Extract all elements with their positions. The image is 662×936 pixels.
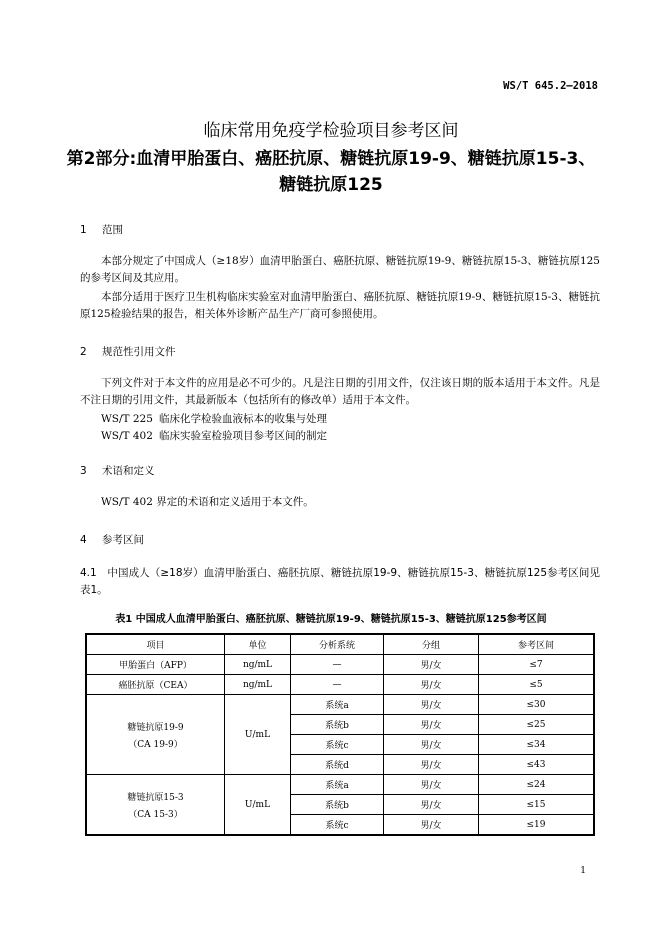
table-header-row: [86, 634, 594, 655]
cell-group: 男/女: [384, 695, 479, 715]
table-row: [86, 695, 594, 715]
cell-system: 系统c: [291, 815, 384, 836]
cell-group: 男/女: [384, 675, 479, 695]
header-item: 项目: [86, 634, 225, 655]
cell-group: 男/女: [384, 715, 479, 735]
table-row: [86, 675, 594, 695]
item-abbr: （CA 19-9）: [128, 739, 183, 750]
item-abbr: （CA 15-3）: [128, 809, 183, 820]
cell-range: ≤19: [479, 815, 595, 836]
reference-title: 临床化学检验血液标本的收集与处理: [159, 413, 327, 425]
section-number: 4: [80, 534, 87, 546]
cell-system: 系统d: [291, 755, 384, 775]
section-1-paragraph-2: 本部分适用于医疗卫生机构临床实验室对血清甲胎蛋白、癌胚抗原、糖链抗原19-9、糖链抗原15-3、糖链抗原125检验结果的报告，相关体外诊断产品生产厂商可参照使用。: [80, 291, 600, 320]
reference-title: 临床实验室检验项目参考区间的制定: [159, 430, 327, 442]
header-group: 分组: [384, 634, 479, 655]
cell-group: 男/女: [384, 775, 479, 795]
reference-interval-table: [85, 633, 595, 836]
clause-4-1: 4.1 中国成人（≥18岁）血清甲胎蛋白、癌胚抗原、糖链抗原19-9、糖链抗原15-3、糖链抗原125参考区间见表1。: [80, 567, 600, 596]
cell-item: [86, 775, 225, 836]
section-title: 规范性引用文件: [102, 346, 176, 358]
cell-unit: U/mL: [225, 775, 291, 836]
title-line-3: 糖链抗原125: [279, 175, 383, 195]
header-system: 分析系统: [291, 634, 384, 655]
cell-system: 系统c: [291, 735, 384, 755]
cell-group: 男/女: [384, 815, 479, 836]
cell-range: ≤34: [479, 735, 595, 755]
cell-system: 系统a: [291, 775, 384, 795]
page-number: 1: [580, 866, 586, 876]
cell-range: ≤24: [479, 775, 595, 795]
table-row: [86, 775, 594, 795]
cell-range: ≤43: [479, 755, 595, 775]
cell-range: ≤15: [479, 795, 595, 815]
reference-code: WS/T 402: [101, 430, 153, 442]
section-title: 范围: [102, 224, 123, 236]
reference-code: WS/T 225: [101, 413, 153, 425]
cell-item: [86, 695, 225, 775]
cell-unit: ng/mL: [225, 675, 291, 695]
header-range: 参考区间: [479, 634, 595, 655]
header-unit: 单位: [225, 634, 291, 655]
section-title: 术语和定义: [102, 465, 155, 477]
section-number: 1: [80, 224, 87, 236]
section-3-heading: [80, 463, 155, 478]
cell-group: 男/女: [384, 655, 479, 675]
section-1-heading: [80, 222, 123, 237]
cell-group: 男/女: [384, 755, 479, 775]
cell-item: 癌胚抗原（CEA）: [86, 675, 225, 695]
cell-unit: U/mL: [225, 695, 291, 775]
section-number: 2: [80, 346, 87, 358]
reference-item: [101, 411, 327, 426]
section-2-paragraph-1: 下列文件对于本文件的应用是必不可少的。凡是注日期的引用文件，仅注该日期的版本适用于本文件。凡是不注日期的引用文件，其最新版本（包括所有的修改单）适用于本文件。: [80, 377, 600, 406]
item-name: 糖链抗原19-9: [127, 722, 184, 733]
title-line-1: 临床常用免疫学检验项目参考区间: [203, 121, 459, 141]
section-4-heading: [80, 532, 144, 547]
table-caption: 表1 中国成人血清甲胎蛋白、癌胚抗原、糖链抗原19-9、糖链抗原15-3、糖链抗原125参考区间: [115, 614, 547, 625]
section-1-paragraph-1: 本部分规定了中国成人（≥18岁）血清甲胎蛋白、癌胚抗原、糖链抗原19-9、糖链抗原15-3、糖链抗原125的参考区间及其应用。: [80, 255, 600, 284]
section-2-heading: [80, 344, 176, 359]
cell-system: —: [291, 675, 384, 695]
cell-group: 男/女: [384, 735, 479, 755]
section-3-paragraph-1: WS/T 402 界定的术语和定义适用于本文件。: [101, 496, 314, 508]
cell-item: 甲胎蛋白（AFP）: [86, 655, 225, 675]
cell-range: ≤25: [479, 715, 595, 735]
cell-range: ≤5: [479, 675, 595, 695]
cell-system: 系统b: [291, 715, 384, 735]
reference-item: [101, 428, 327, 443]
table-row: [86, 655, 594, 675]
item-name: 糖链抗原15-3: [127, 792, 184, 803]
cell-unit: ng/mL: [225, 655, 291, 675]
cell-system: —: [291, 655, 384, 675]
section-number: 3: [80, 465, 87, 477]
cell-system: 系统b: [291, 795, 384, 815]
standard-code: WS/T 645.2—2018: [503, 80, 598, 92]
cell-system: 系统a: [291, 695, 384, 715]
cell-range: ≤7: [479, 655, 595, 675]
cell-group: 男/女: [384, 795, 479, 815]
section-title: 参考区间: [102, 534, 144, 546]
cell-range: ≤30: [479, 695, 595, 715]
title-line-2: 第2部分:血清甲胎蛋白、癌胚抗原、糖链抗原19-9、糖链抗原15-3、: [66, 149, 596, 169]
